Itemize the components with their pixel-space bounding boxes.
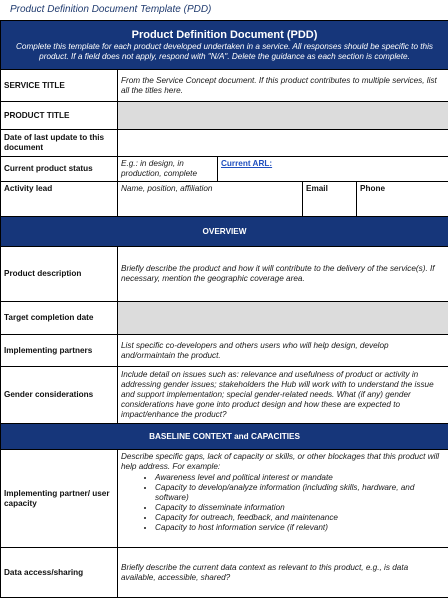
implementing-partners-label: Implementing partners: [1, 335, 118, 367]
target-date-label: Target completion date: [1, 302, 118, 335]
page-heading: Product Definition Document Template (PDD): [10, 4, 212, 15]
gender-label: Gender considerations: [1, 367, 118, 424]
document-title: Product Definition Document (PDD): [131, 28, 318, 41]
title-banner: [1, 21, 448, 70]
product-description-label: Product description: [1, 247, 118, 302]
current-arl-cell[interactable]: [218, 157, 448, 182]
last-update-label: Date of last update to this document: [1, 130, 118, 157]
pdd-table: [0, 20, 448, 598]
list-item: • Capacity to host information service (if relevant): [155, 523, 445, 533]
service-title-label: SERVICE TITLE: [1, 70, 118, 102]
user-capacity-guidance: Describe specific gaps, lack of capacity or skills, or other blockages that this product will help address. For example:: [121, 452, 440, 471]
last-update-field[interactable]: [118, 130, 448, 157]
service-title-field[interactable]: From the Service Concept document. If this product contributes to multiple services, list all the titles here.: [118, 70, 448, 102]
activity-lead-label: Activity lead: [1, 182, 118, 217]
service-title-row: [1, 70, 448, 102]
list-item: • Capacity to disseminate information: [155, 503, 445, 513]
last-update-row: [1, 130, 448, 157]
product-title-row: [1, 102, 448, 130]
product-title-label: PRODUCT TITLE: [1, 102, 118, 130]
phone-label: Phone: [357, 182, 448, 217]
target-date-field[interactable]: [118, 302, 448, 335]
implementing-partners-row: [1, 335, 448, 367]
email-label: Email: [303, 182, 357, 217]
capacity-bullet-list: [121, 473, 445, 533]
instructions-text: Complete this template for each product developed undertaken in a service. All responses should be specific to this product. If a field does not apply, respond with "N/A". Delete the guidance as each section is complete.: [15, 41, 434, 61]
product-description-field[interactable]: Briefly describe the product and how it will contribute to the delivery of the service(s). If necessary, mention the geographic coverage area.: [118, 247, 448, 302]
activity-lead-row: [1, 182, 448, 217]
overview-banner: OVERVIEW: [1, 217, 448, 247]
gender-row: [1, 367, 448, 424]
status-field[interactable]: E.g.: in design, in production, complete: [118, 157, 218, 182]
user-capacity-row: [1, 450, 448, 548]
gender-field[interactable]: Include detail on issues such as: relevance and usefulness of product or activity in addressing gender issues; stakeholders the Hub will work with to understand the issue and support implementation; special gender-related needs. What (if any) gender considerations have gone into product design and how these are expected to impact/enhance the product?: [118, 367, 448, 424]
list-item: • Awareness level and political interest or mandate: [155, 473, 445, 483]
target-date-row: [1, 302, 448, 335]
status-row: [1, 157, 448, 182]
user-capacity-field[interactable]: [118, 450, 448, 548]
current-arl-link[interactable]: Current ARL:: [221, 159, 273, 168]
user-capacity-label: Implementing partner/ user capacity: [1, 450, 118, 548]
implementing-partners-field[interactable]: List specific co-developers and others users who will help design, develop and/ormaintain the product.: [118, 335, 448, 367]
product-title-field[interactable]: [118, 102, 448, 130]
data-access-field[interactable]: Briefly describe the current data context as relevant to this product, e.g., is data available, accessible, shared?: [118, 548, 448, 598]
overview-banner-row: [1, 217, 448, 247]
status-label: Current product status: [1, 157, 118, 182]
baseline-banner: BASELINE CONTEXT and CAPACITIES: [1, 424, 448, 450]
list-item: • Capacity to develop/analyze information (including skills, hardware, and software): [155, 483, 445, 503]
baseline-banner-row: [1, 424, 448, 450]
product-description-row: [1, 247, 448, 302]
title-banner-row: [1, 21, 448, 70]
activity-lead-field[interactable]: Name, position, affiliation: [118, 182, 303, 217]
list-item: • Capacity for outreach, feedback, and maintenance: [155, 513, 445, 523]
data-access-label: Data access/sharing: [1, 548, 118, 598]
data-access-row: [1, 548, 448, 598]
